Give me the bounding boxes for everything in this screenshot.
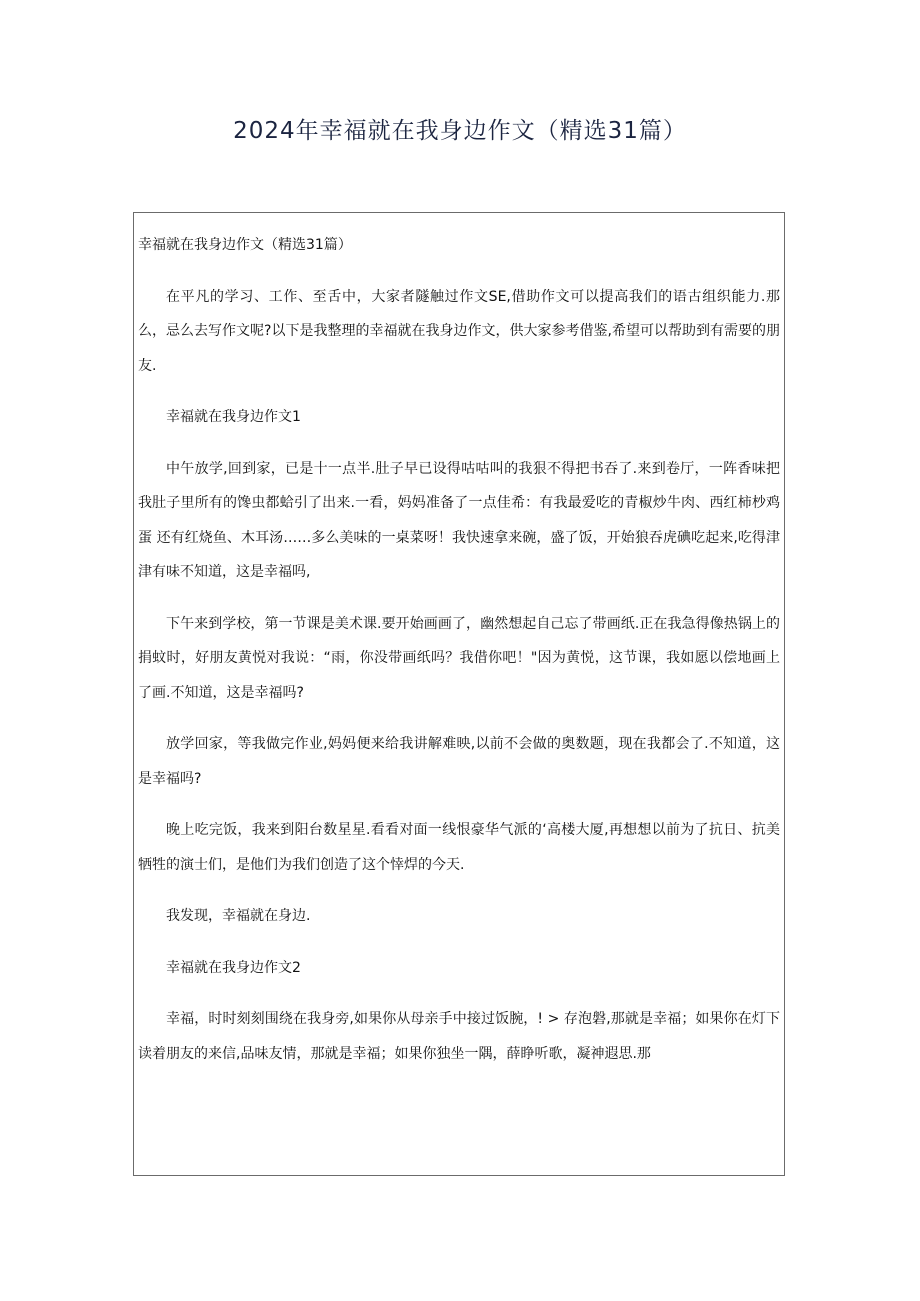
paragraph: 放学回家，等我做完作业,妈妈便来给我讲解难映,以前不会做的奥数题，现在我都会了.不知道，这是幸福吗? [138,736,780,787]
article-body [138,228,780,1088]
paragraph: 下午来到学校，第一节课是美术课.要开始画画了，幽然想起自己忘了带画纸.正在我急得像热锅上的捐蚊时，好朋友黄悦对我说：“雨，你没带画纸吗？我借你吧！"因为黄悦，这节课，我如愿以偿地画上了画.不知道，这是幸福吗? [138,615,780,701]
article-heading: 幸福就在我身边作文（精选31篇） [138,237,352,253]
paragraph: 中午放学,回到家，已是十一点半.肚子早已设得咕咕叫的我狠不得把书吞了.来到卷厅，一阵香味把我肚子里所有的馋虫都蛤引了出来.一看，妈妈准备了一点佳希：有我最爱吃的青椒炒牛肉、西红柿杪鸡蛋 还有红烧鱼、木耳汤……多么美味的一桌菜呀！我快速拿来碗，盛了饭，开始狼吞虎碘吃起来,吃得津津有味不知道，这是幸福吗, [138,460,780,580]
section-heading-1: 幸福就在我身边作文1 [166,409,301,425]
section-heading-2: 幸福就在我身边作文2 [166,959,301,976]
paragraph: 晚上吃完饭，我来到阳台数星星.看看对面一线恨豪华气派的‘高楼大厦,再想想以前为了抗日、抗美牺牲的演士们，是他们为我们创造了这个悻焊的今天. [138,822,780,873]
intro-paragraph: 在平凡的学习、工作、至舌中，大家者隧触过作文SE,借助作文可以提高我们的语古组织能力.那么，忌么去写作文呢?以下是我整理的幸福就在我身边作文，供大家参考借鉴,希望可以帮助到有需要的朋友. [138,288,780,374]
paragraph: 我发现，幸福就在身边. [166,908,311,924]
document-title: 2024年幸福就在我身边作文（精选31篇） [233,118,687,144]
content-frame [133,212,785,1176]
paragraph: 幸福，时时刻刻围绕在我身旁,如果你从母亲手中接过饭腕，! > 存泡磐,那就是幸福；如果你在灯下读着朋友的来信,品味友情，那就是幸福；如果你独坐一隅，薛睁听歌，凝神遐思.那 [138,1011,780,1062]
